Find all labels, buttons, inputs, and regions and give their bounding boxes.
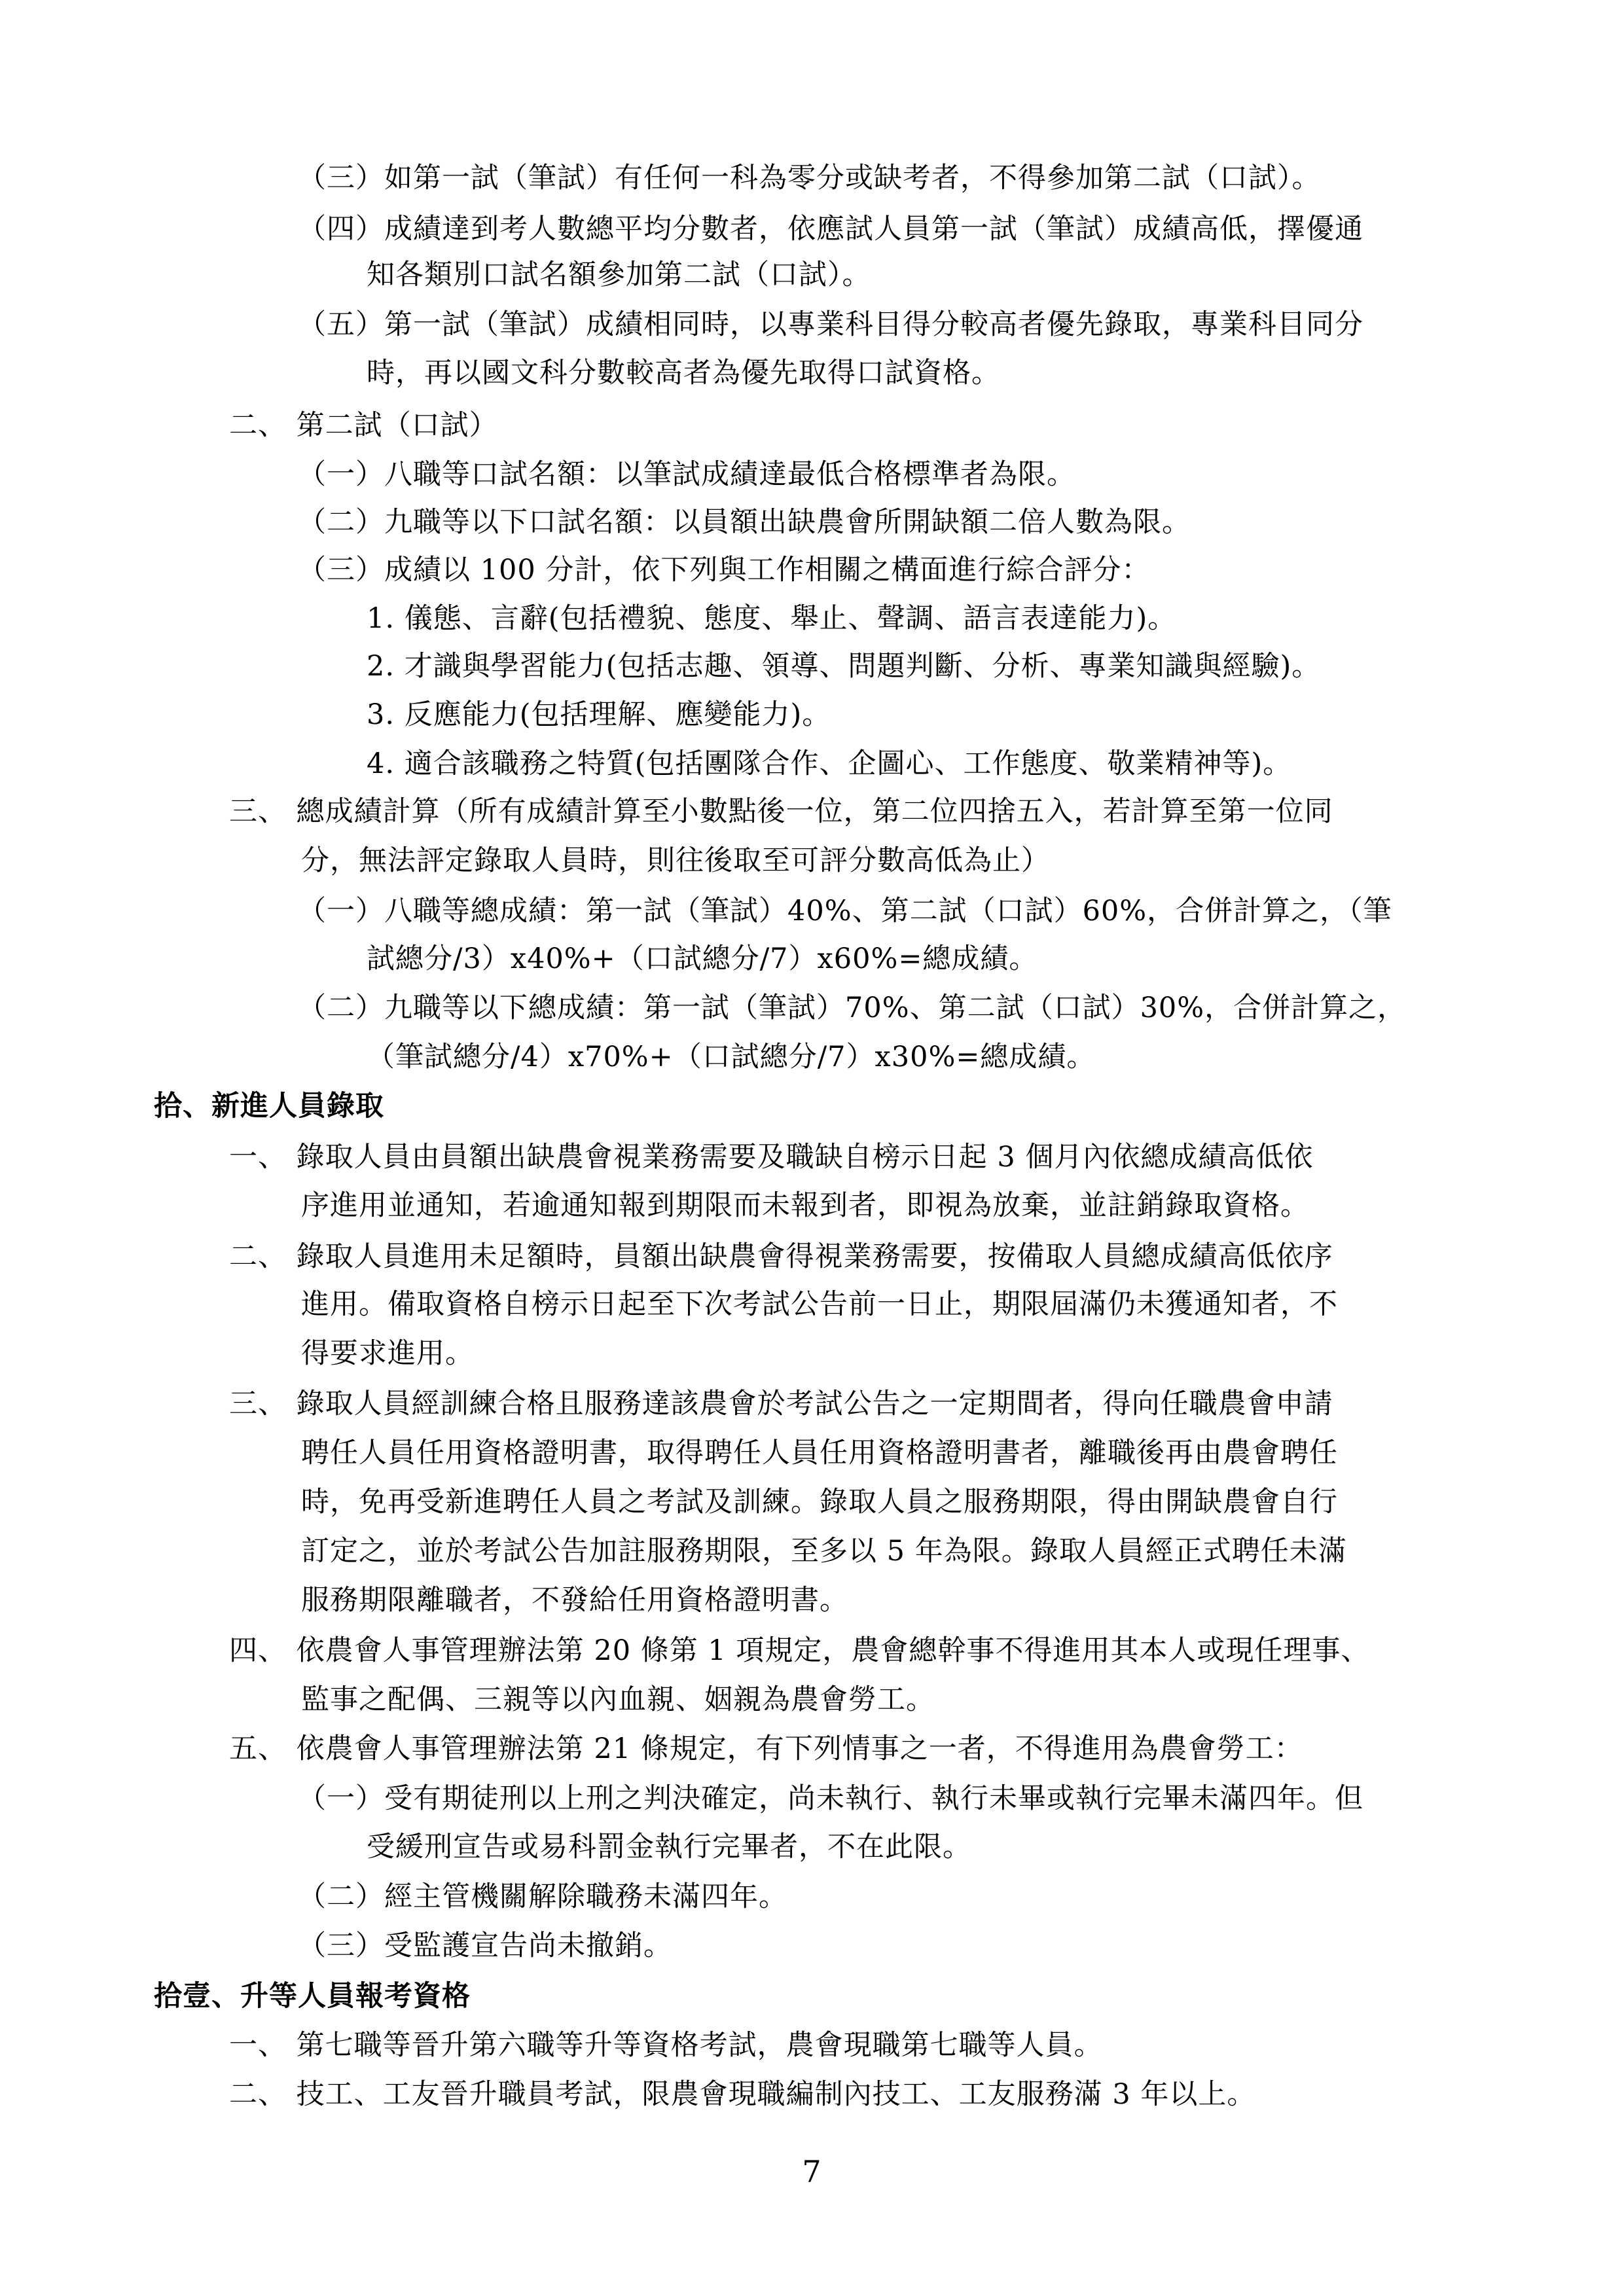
hire-item-1: 一、 錄取人員由員額出缺農會視業務需要及職缺自榜示日起 3 個月內依總成績高低依 bbox=[229, 1141, 1314, 1174]
oral-item-1: （一）八職等口試名額：以筆試成績達最低合格標準者為限。 bbox=[298, 458, 1075, 491]
criteria-1: 1. 儀態、言辭(包括禮貌、態度、舉止、聲調、語言表達能力)。 bbox=[367, 602, 1177, 635]
hire-item-4-cont: 監事之配偶、三親等以內血親、姻親為農會勞工。 bbox=[301, 1683, 935, 1716]
chapter-10-heading: 拾、新進人員錄取 bbox=[154, 1090, 384, 1122]
disqualify-item-3: （三）受監護宣告尚未撤銷。 bbox=[298, 1929, 672, 1962]
page-number: 7 bbox=[802, 2154, 821, 2189]
item-4-text: （四）成績達到考人數總平均分數者，依應試人員第一試（筆試）成績高低，擇優通 bbox=[298, 213, 1363, 245]
oral-item-2: （二）九職等以下口試名額：以員額出缺農會所開缺額二倍人數為限。 bbox=[298, 506, 1191, 539]
item-5-text: （五）第一試（筆試）成績相同時，以專業科目得分較高者優先錄取，專業科目同分 bbox=[298, 308, 1363, 341]
total-score-item-2-cont: （筆試總分/4）x70%+（口試總分/7）x30%=總成績。 bbox=[367, 1041, 1096, 1073]
promotion-item-2: 二、 技工、工友晉升職員考試，限農會現職編制內技工、工友服務滿 3 年以上。 bbox=[229, 2078, 1256, 2111]
hire-item-3-cont-2: 時，免再受新進聘任人員之考試及訓練。錄取人員之服務期限，得由開缺農會自行 bbox=[301, 1486, 1338, 1518]
hire-item-2-cont-1: 進用。備取資格自榜示日起至下次考試公告前一日止，期限屆滿仍未獲通知者，不 bbox=[301, 1288, 1338, 1321]
criteria-3: 3. 反應能力(包括理解、應變能力)。 bbox=[367, 698, 831, 731]
hire-item-2-cont-2: 得要求進用。 bbox=[301, 1337, 474, 1370]
promotion-item-1: 一、 第七職等晉升第六職等升等資格考試，農會現職第七職等人員。 bbox=[229, 2029, 1103, 2062]
disqualify-item-1: （一）受有期徒刑以上刑之判決確定，尚未執行、執行未畢或執行完畢未滿四年。但 bbox=[298, 1782, 1363, 1815]
hire-item-3-cont-1: 聘任人員任用資格證明書，取得聘任人員任用資格證明書者，離職後再由農會聘任 bbox=[301, 1437, 1338, 1469]
item-3-text: （三）如第一試（筆試）有任何一科為零分或缺考者，不得參加第二試（口試）。 bbox=[298, 162, 1321, 194]
item-5-text-cont: 時，再以國文科分數較高者為優先取得口試資格。 bbox=[367, 357, 1000, 389]
hire-item-1-cont: 序進用並通知，若逾通知報到期限而未報到者，即視為放棄，並註銷錄取資格。 bbox=[301, 1189, 1309, 1222]
total-score-item-2: （二）九職等以下總成績：第一試（筆試）70%、第二試（口試）30%，合併計算之， bbox=[298, 992, 1407, 1024]
total-score-item-1-cont: 試總分/3）x40%+（口試總分/7）x60%=總成績。 bbox=[367, 942, 1038, 975]
total-score-item-1: （一）八職等總成績：第一試（筆試）40%、第二試（口試）60%，合併計算之，（筆 bbox=[298, 895, 1392, 927]
hire-item-4: 四、 依農會人事管理辦法第 20 條第 1 項規定，農會總幹事不得進用其本人或現任理事、 bbox=[229, 1634, 1370, 1667]
hire-item-2: 二、 錄取人員進用未足額時，員額出缺農會得視業務需要，按備取人員總成績高低依序 bbox=[229, 1240, 1333, 1273]
oral-item-3: （三）成績以 100 分計，依下列與工作相關之構面進行綜合評分： bbox=[298, 554, 1151, 586]
hire-item-3-cont-3: 訂定之，並於考試公告加註服務期限，至多以 5 年為限。錄取人員經正式聘任未滿 bbox=[301, 1535, 1347, 1568]
hire-item-3: 三、 錄取人員經訓練合格且服務達該農會於考試公告之一定期間者，得向任職農會申請 bbox=[229, 1388, 1333, 1420]
criteria-2: 2. 才識與學習能力(包括志趣、領導、問題判斷、分析、專業知識與經驗)。 bbox=[367, 650, 1321, 683]
disqualify-item-2: （二）經主管機關解除職務未滿四年。 bbox=[298, 1880, 787, 1913]
chapter-11-heading: 拾壹、升等人員報考資格 bbox=[154, 1980, 471, 2013]
hire-item-5: 五、 依農會人事管理辦法第 21 條規定，有下列情事之一者，不得進用為農會勞工： bbox=[229, 1732, 1303, 1765]
section-3-heading: 三、 總成績計算（所有成績計算至小數點後一位，第二位四捨五入，若計算至第一位同 bbox=[229, 795, 1333, 828]
section-3-heading-cont: 分，無法評定錄取人員時，則往後取至可評分數高低為止） bbox=[301, 844, 1050, 877]
section-2-heading: 二、 第二試（口試） bbox=[229, 409, 498, 442]
disqualify-item-1-cont: 受緩刑宣告或易科罰金執行完畢者，不在此限。 bbox=[367, 1831, 971, 1863]
criteria-4: 4. 適合該職務之特質(包括團隊合作、企圖心、工作態度、敬業精神等)。 bbox=[367, 747, 1292, 780]
item-4-text-cont: 知各類別口試名額參加第二試（口試）。 bbox=[367, 259, 871, 291]
hire-item-3-cont-4: 服務期限離職者，不發給任用資格證明書。 bbox=[301, 1584, 848, 1617]
